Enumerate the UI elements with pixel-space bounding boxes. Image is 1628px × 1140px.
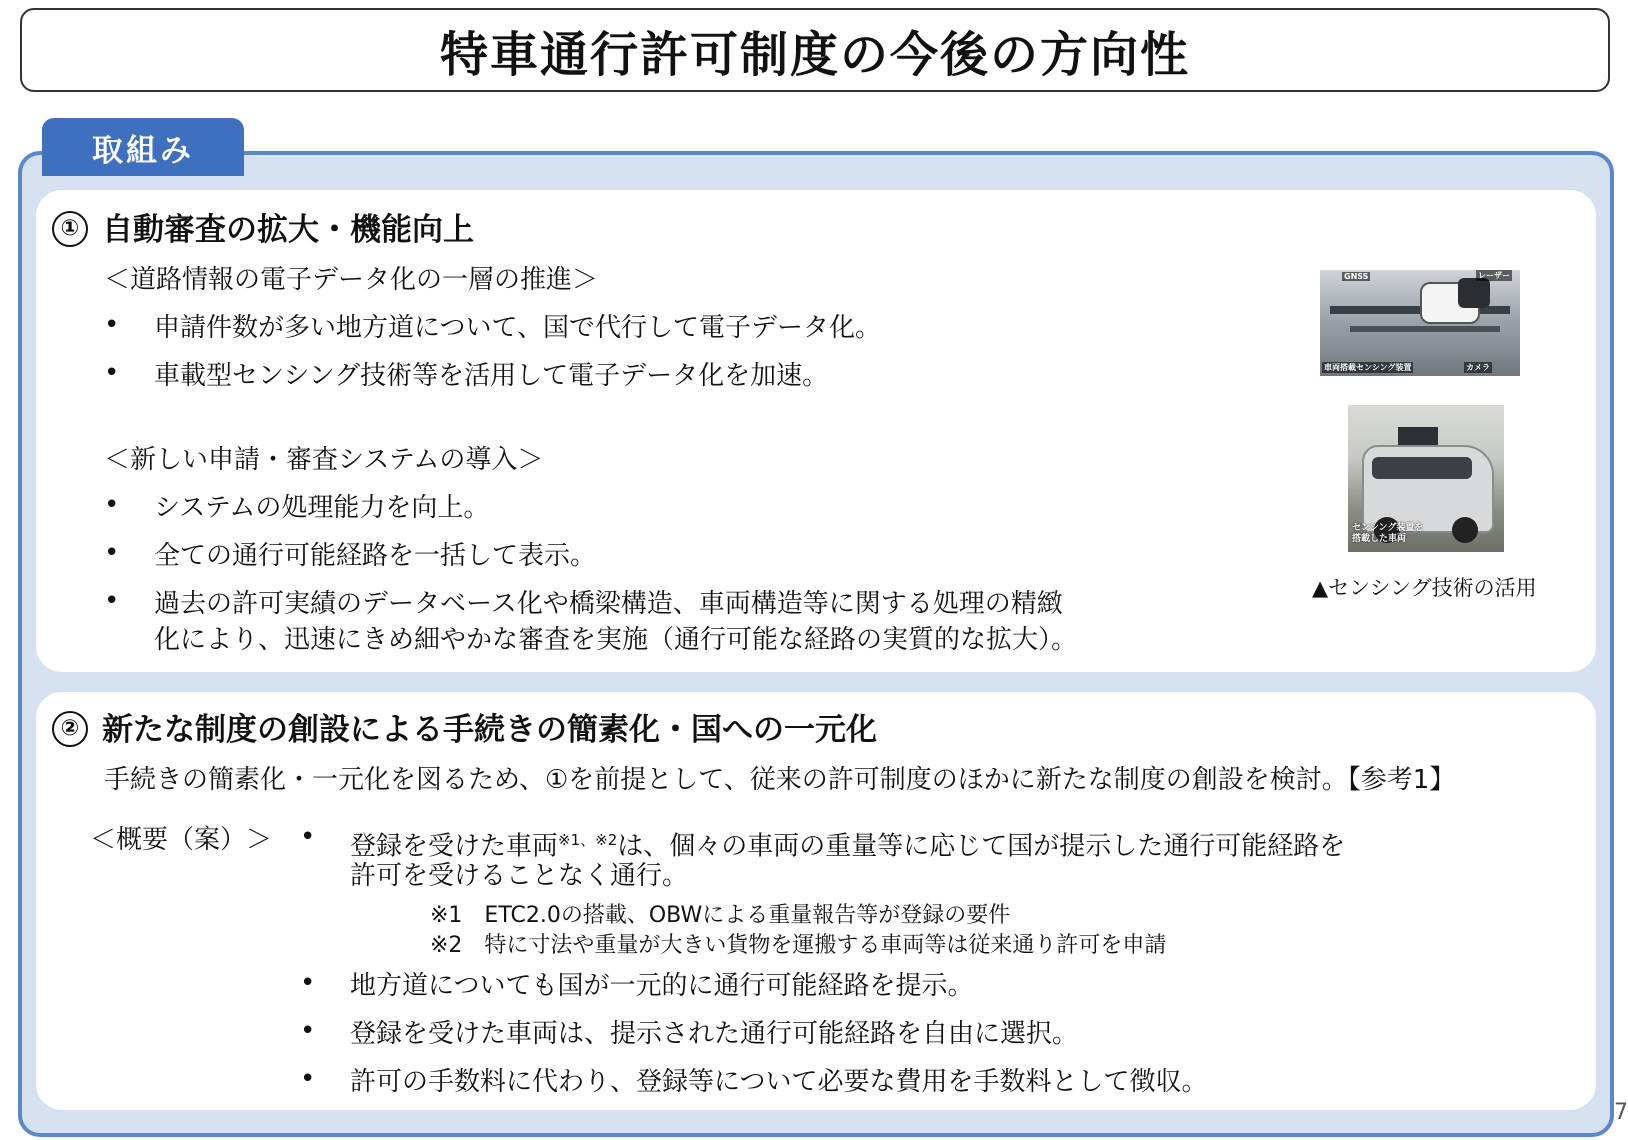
photo-rack-bar (1350, 326, 1500, 332)
subsection-title-digitization: ＜道路情報の電子データ化の一層の推進＞ (104, 265, 599, 295)
list-item-continuation: 許可を受けることなく通行。 (350, 861, 689, 891)
bullet-marker: • (300, 822, 316, 852)
sensing-vehicle-photo (1348, 405, 1504, 552)
bullet-marker: • (104, 538, 120, 568)
photo-label-laser: レーザー (1478, 271, 1510, 280)
list-item: 車載型センシング技術等を活用して電子データ化を加速。 (154, 361, 829, 391)
list-item: 申請件数が多い地方道について、国で代行して電子データ化。 (154, 313, 881, 343)
bullet-marker: • (300, 1016, 316, 1046)
photo-label-device: 車両搭載センシング装置 (1324, 363, 1412, 372)
photo-camera-unit (1458, 278, 1490, 308)
photo-wheel (1452, 517, 1478, 543)
photo-caption: ▲センシング技術の活用 (1312, 576, 1537, 600)
section-2-intro: 手続きの簡素化・一元化を図るため、①を前提として、従来の許可制度のほかに新たな制度の創設を検討。【参考1】 (104, 765, 1456, 795)
footnote-1: ※1 ETC2.0の搭載、OBWによる重量報告等が登録の要件 (430, 903, 1011, 928)
section-1-heading (52, 204, 474, 250)
bullet-marker: • (300, 1064, 316, 1094)
subsection-title-system: ＜新しい申請・審査システムの導入＞ (104, 445, 544, 475)
photo-van-window (1372, 457, 1472, 479)
list-item: 全ての通行可能経路を一括して表示。 (154, 541, 597, 571)
page-title: 特車通行許可制度の今後の方向性 (20, 8, 1610, 92)
section-2-heading (52, 704, 877, 750)
list-item: 許可の手数料に代わり、登録等について必要な費用を手数料として徴収。 (350, 1067, 1208, 1097)
bullet-marker: • (104, 586, 120, 616)
section-2-number: ② (52, 711, 88, 747)
list-item: 登録を受けた車両$^{※1、※2}$は、個々の車両の重量等に応じて国が提示した通行可能経路を (350, 831, 1346, 862)
photo-label-camera: カメラ (1466, 363, 1490, 372)
footnote-2: ※2 特に寸法や重量が大きい貨物を運搬する車両等は従来通り許可を申請 (430, 933, 1167, 958)
list-item: 登録を受けた車両は、提示された通行可能経路を自由に選択。 (350, 1019, 1079, 1049)
overview-label: ＜概要（案）＞ (90, 825, 273, 855)
section-1-heading-text: 自動審査の拡大・機能向上 (102, 212, 474, 248)
photo-roof-rack (1398, 427, 1438, 445)
bullet-marker: • (300, 968, 316, 998)
bullet-marker: • (104, 358, 120, 388)
page-number: 7 (1614, 1100, 1628, 1125)
bullet-marker: • (104, 310, 120, 340)
photo-label-vehicle: センシング装置を 搭載した車両 (1352, 523, 1424, 544)
footnote-ref: ※1、※2 (558, 831, 618, 849)
section-2-heading-text: 新たな制度の創設による手続きの簡素化・国への一元化 (102, 712, 877, 748)
list-item: 地方道についても国が一元的に通行可能経路を提示。 (350, 971, 974, 1001)
section-1-number: ① (52, 211, 88, 247)
list-item: システムの処理能力を向上。 (154, 493, 490, 523)
sensing-device-photo (1320, 270, 1520, 376)
photo-label-gnss: GNSS (1344, 272, 1369, 281)
bullet-marker: • (104, 490, 120, 520)
list-item-continuation: 化により、迅速にきめ細やかな審査を実施（通行可能な経路の実質的な拡大）。 (154, 625, 1078, 655)
section-tab: 取組み (42, 118, 244, 176)
list-item: 過去の許可実績のデータベース化や橋梁構造、車両構造等に関する処理の精緻 (154, 589, 1063, 619)
